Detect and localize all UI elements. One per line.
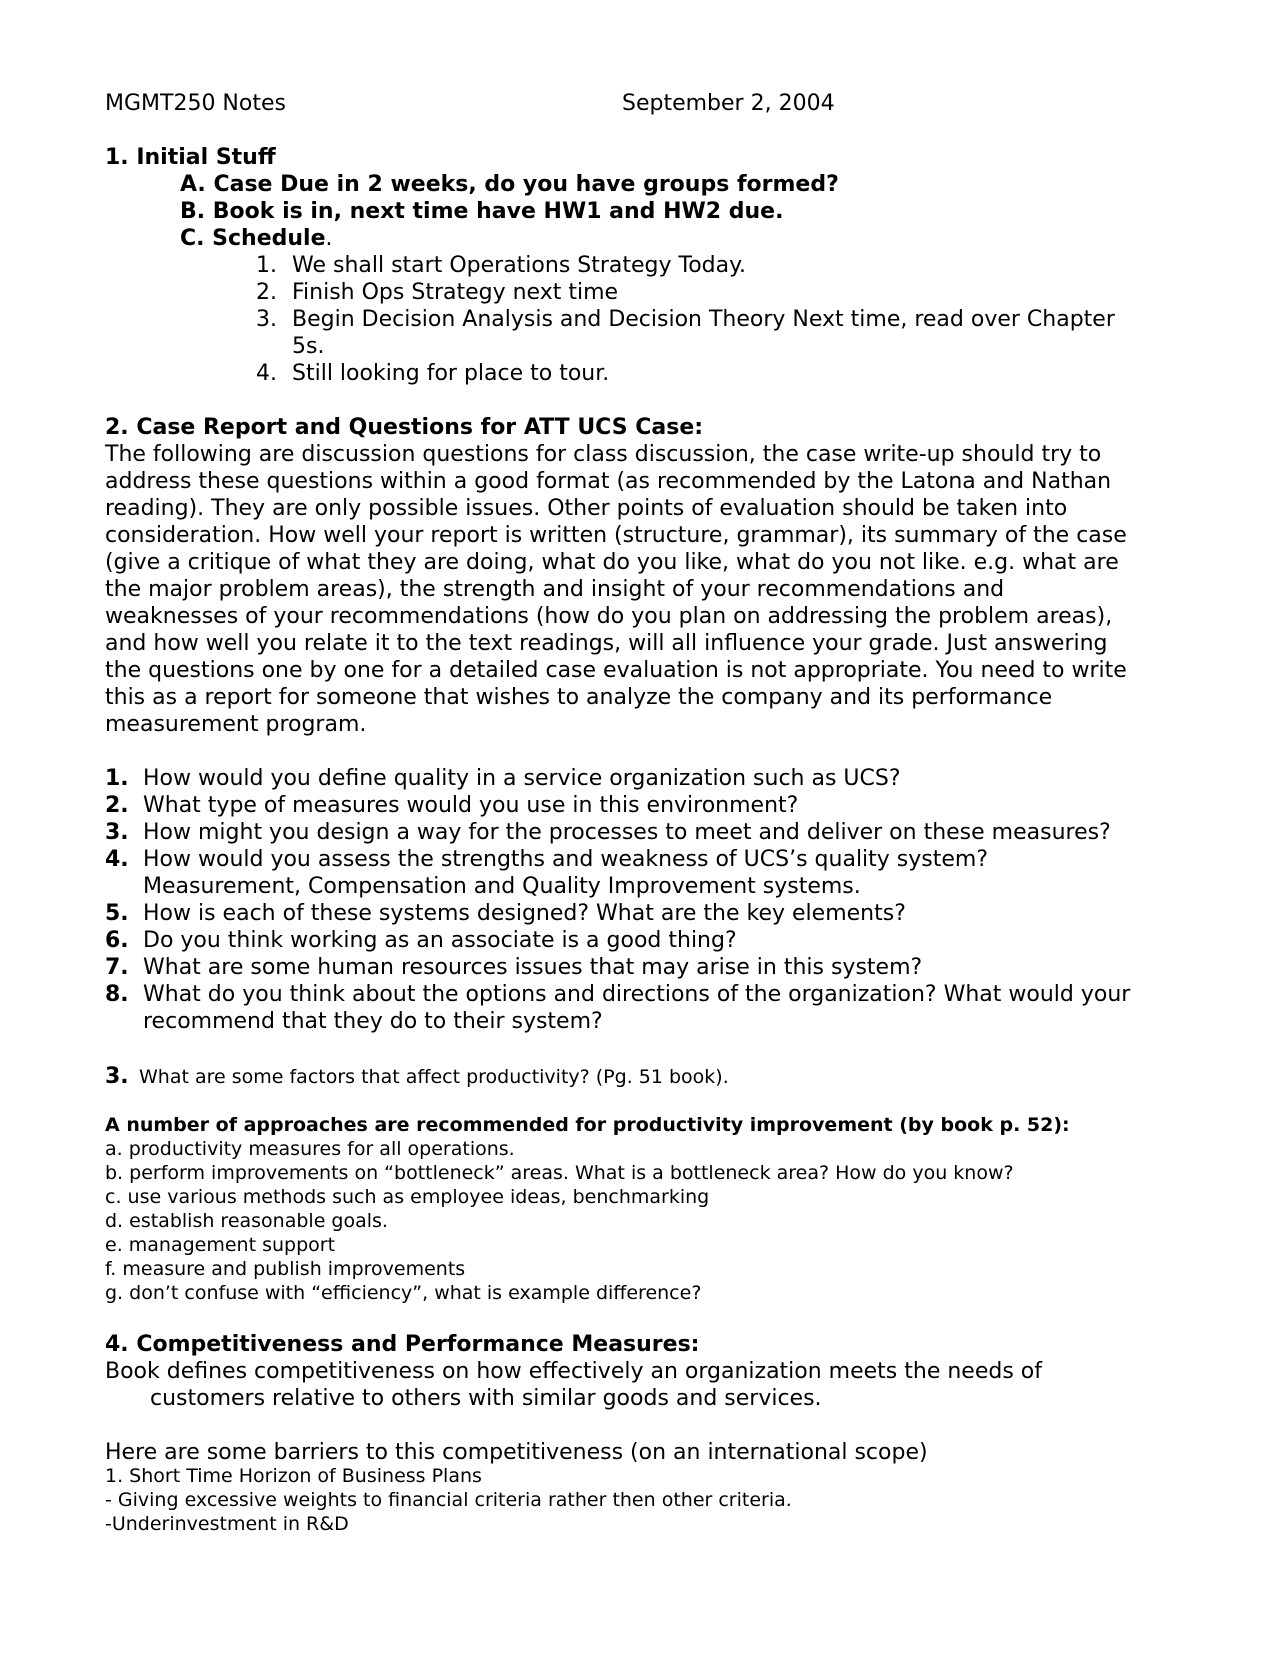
item-c-label: C. Schedule — [180, 226, 326, 251]
section-3-question: What are some factors that affect productivity? (Pg. 51 book). — [139, 1066, 729, 1088]
course-title: MGMT250 Notes — [105, 91, 286, 116]
approach-item: b. perform improvements on “bottleneck” areas. What is a bottleneck area? How do you know? — [105, 1162, 1014, 1184]
paragraph-line: (give a critique of what they are doing, what do you like, what do you not like. e.g. what are — [105, 550, 1119, 575]
schedule-item: Still looking for place to tour. — [292, 361, 610, 386]
approach-item: d. establish reasonable goals. — [105, 1210, 388, 1232]
barrier-item: 1. Short Time Horizon of Business Plans — [105, 1465, 482, 1487]
section-3-number: 3. — [105, 1064, 129, 1089]
schedule-number: 4. — [256, 361, 277, 386]
question-text: What type of measures would you use in this environment? — [143, 793, 799, 818]
approach-item: a. productivity measures for all operations. — [105, 1138, 515, 1160]
schedule-number: 1. — [256, 253, 277, 278]
schedule-item: Finish Ops Strategy next time — [292, 280, 619, 305]
item-c-period: . — [325, 226, 333, 251]
definition-text: Book defines competitiveness on how effectively an organization meets the needs of — [105, 1359, 1042, 1384]
question-text: How is each of these systems designed? What are the key elements? — [143, 901, 906, 926]
paragraph-line: address these questions within a good format (as recommended by the Latona and Nathan — [105, 469, 1112, 494]
approach-item: c. use various methods such as employee ideas, benchmarking — [105, 1186, 710, 1208]
paragraph-line: the questions one by one for a detailed case evaluation is not appropriate. You need to write — [105, 658, 1127, 683]
approach-item: g. don’t confuse with “efficiency”, what is example difference? — [105, 1282, 702, 1304]
question-number: 8. — [105, 982, 129, 1007]
section-2-title: 2. Case Report and Questions for ATT UCS Case: — [105, 415, 704, 440]
question-number: 3. — [105, 820, 129, 845]
question-text: How would you assess the strengths and weakness of UCS’s quality system? — [143, 847, 989, 872]
item-b: B. Book is in, next time have HW1 and HW2 due. — [180, 199, 784, 224]
question-text: Do you think working as an associate is a good thing? — [143, 928, 737, 953]
approach-item: f. measure and publish improvements — [105, 1258, 466, 1280]
barriers-intro: Here are some barriers to this competitiveness (on an international scope) — [105, 1440, 928, 1465]
question-text-continuation: Measurement, Compensation and Quality Improvement systems. — [143, 874, 861, 899]
paragraph-line: consideration. How well your report is written (structure, grammar), its summary of the case — [105, 523, 1127, 548]
schedule-item-continuation: 5s. — [292, 334, 325, 359]
paragraph-line: the major problem areas), the strength and insight of your recommendations and — [105, 577, 1005, 602]
schedule-number: 2. — [256, 280, 277, 305]
question-text: How would you define quality in a service organization such as UCS? — [143, 766, 901, 791]
question-number: 6. — [105, 928, 129, 953]
paragraph-line: and how well you relate it to the text readings, will all influence your grade. Just answering — [105, 631, 1108, 656]
barrier-item: - Giving excessive weights to financial criteria rather then other criteria. — [105, 1489, 792, 1511]
question-number: 4. — [105, 847, 129, 872]
question-text: How might you design a way for the processes to meet and deliver on these measures? — [143, 820, 1111, 845]
definition-text-continuation: customers relative to others with similar goods and services. — [150, 1386, 822, 1411]
paragraph-line: The following are discussion questions for class discussion, the case write-up should try to — [105, 442, 1102, 467]
paragraph-line: reading). They are only possible issues. Other points of evaluation should be taken into — [105, 496, 1068, 521]
item-a: A. Case Due in 2 weeks, do you have groups formed? — [180, 172, 839, 197]
question-number: 2. — [105, 793, 129, 818]
schedule-item: We shall start Operations Strategy Today. — [292, 253, 747, 278]
barrier-item: -Underinvestment in R&D — [105, 1513, 349, 1535]
question-number: 5. — [105, 901, 129, 926]
notes-date: September 2, 2004 — [622, 91, 835, 116]
paragraph-line: measurement program. — [105, 712, 367, 737]
section-1-title: 1. Initial Stuff — [105, 145, 276, 170]
question-text: What are some human resources issues that may arise in this system? — [143, 955, 923, 980]
schedule-number: 3. — [256, 307, 277, 332]
approach-item: e. management support — [105, 1234, 336, 1256]
paragraph-line: weaknesses of your recommendations (how do you plan on addressing the problem areas), — [105, 604, 1113, 629]
item-c — [180, 225, 333, 252]
schedule-item: Begin Decision Analysis and Decision Theory Next time, read over Chapter — [292, 307, 1115, 332]
question-number: 1. — [105, 766, 129, 791]
approaches-title: A number of approaches are recommended for productivity improvement (by book p. 52): — [105, 1114, 1070, 1136]
question-text-continuation: recommend that they do to their system? — [143, 1009, 603, 1034]
section-4-title: 4. Competitiveness and Performance Measures: — [105, 1332, 700, 1357]
question-number: 7. — [105, 955, 129, 980]
question-text: What do you think about the options and directions of the organization? What would your — [143, 982, 1131, 1007]
paragraph-line: this as a report for someone that wishes to analyze the company and its performance — [105, 685, 1053, 710]
